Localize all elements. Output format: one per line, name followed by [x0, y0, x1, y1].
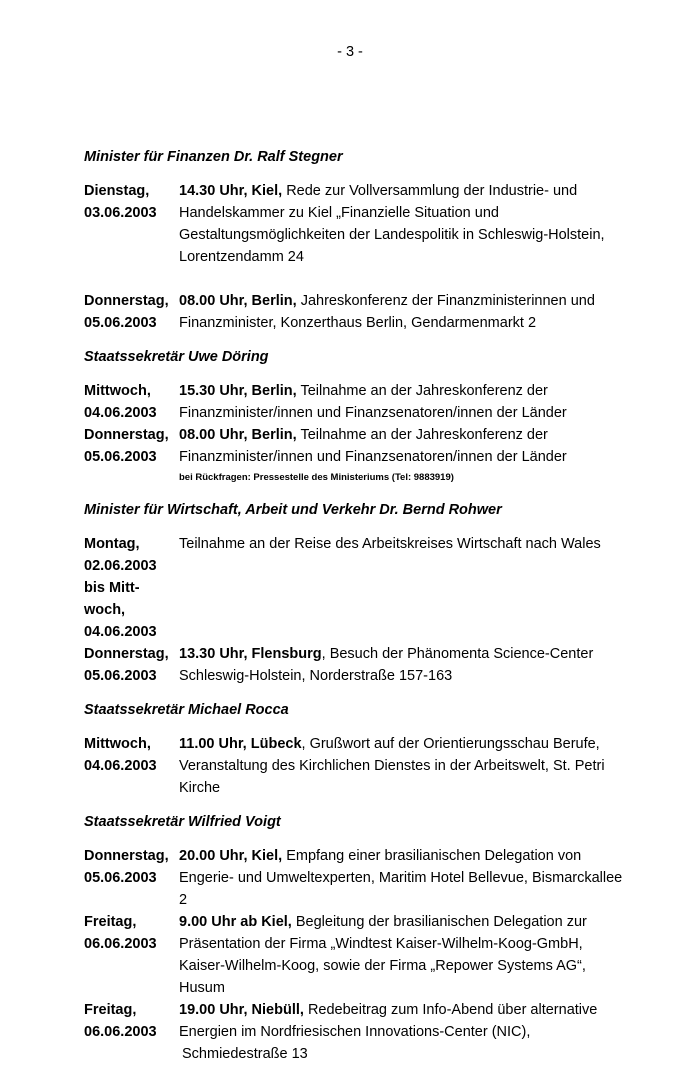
section-finance-minister — [84, 146, 624, 334]
appointment-description: Teilnahme an der Reise des Arbeitskreises Wirtschaft nach Wales — [179, 536, 601, 552]
appointment-entry — [84, 911, 624, 999]
appointment-time-place: 9.00 Uhr ab Kiel, — [179, 914, 292, 930]
press-contact-note: bei Rückfragen: Pressestelle des Ministeriums (Tel: 9883919) — [179, 472, 454, 483]
appointment-description: 08.00 Uhr, Berlin, Jahreskonferenz der Finanzministerinnen und Finanzminister, Konzerthaus Berlin, Gendarmenmarkt 2 — [179, 293, 595, 331]
appointment-date: Freitag, 06.06.2003 — [84, 914, 157, 952]
appointment-date: Donnerstag, 05.06.2003 — [84, 848, 169, 886]
appointment-time-place: 11.00 Uhr, Lübeck — [179, 736, 302, 752]
appointment-time-place: 13.30 Uhr, Flensburg — [179, 646, 322, 662]
appointment-entry — [84, 733, 624, 799]
appointment-description: 08.00 Uhr, Berlin, Teilnahme an der Jahreskonferenz der Finanzminister/innen und Finanzsenatoren/innen der Länder — [179, 427, 567, 465]
section-title: Minister für Wirtschaft, Arbeit und Verkehr Dr. Bernd Rohwer — [84, 502, 502, 518]
appointment-date: Donnerstag, 05.06.2003 — [84, 427, 169, 465]
appointment-description: 20.00 Uhr, Kiel, Empfang einer brasilianischen Delegation von Engerie- und Umweltexperten, Maritim Hotel Bellevue, Bismarckallee 2 — [179, 848, 623, 908]
appointment-date: Dienstag, 03.06.2003 — [84, 183, 157, 221]
section-finance-state-secretary — [84, 346, 624, 485]
appointment-description: 14.30 Uhr, Kiel, Rede zur Vollversammlung der Industrie- und Handelskammer zu Kiel „Finanzielle Situation und Gestaltungsmöglichkeiten der Landespolitik in Schleswig-Holstein, Lorentzendamm 24 — [179, 183, 605, 265]
appointment-description: 9.00 Uhr ab Kiel, Begleitung der brasilianischen Delegation zur Präsentation der Firma „Windtest Kaiser-Wilhelm-Koog-GmbH, Kaiser-Wilhelm-Koog, sowie der Firma „Repower Systems AG“, Husum — [179, 914, 587, 996]
appointment-date: Mittwoch, 04.06.2003 — [84, 736, 157, 774]
appointment-entry — [84, 643, 624, 687]
appointment-entry — [84, 380, 624, 424]
appointment-time-place: 14.30 Uhr, Kiel, — [179, 183, 283, 199]
section-economy-minister — [84, 499, 624, 687]
appointment-date: Montag, 02.06.2003 bis Mitt- woch, 04.06.2003 — [84, 536, 157, 640]
appointment-date: Mittwoch, 04.06.2003 — [84, 383, 157, 421]
appointment-time-place: 08.00 Uhr, Berlin, — [179, 427, 297, 443]
section-title: Staatssekretär Uwe Döring — [84, 349, 269, 365]
page-number: - 3 - — [337, 44, 363, 60]
appointment-date: Donnerstag, 05.06.2003 — [84, 293, 169, 331]
appointment-entry — [84, 999, 624, 1065]
appointment-description: 13.30 Uhr, Flensburg, Besuch der Phänomenta Science-Center Schleswig-Holstein, Norderstraße 157-163 — [179, 646, 594, 684]
appointment-time-place: 20.00 Uhr, Kiel, — [179, 848, 283, 864]
appointment-description: 11.00 Uhr, Lübeck, Grußwort auf der Orientierungsschau Berufe, Veranstaltung des Kirchlichen Dienstes in der Arbeitswelt, St. Petri Kirche — [179, 736, 605, 796]
appointment-entry — [84, 180, 624, 268]
appointment-list — [84, 146, 624, 1065]
appointment-entry — [84, 845, 624, 911]
appointment-entry — [84, 533, 624, 643]
appointment-entry — [84, 290, 624, 334]
section-economy-state-secretary-voigt — [84, 811, 624, 1065]
section-title: Staatssekretär Wilfried Voigt — [84, 814, 281, 830]
appointment-description: 15.30 Uhr, Berlin, Teilnahme an der Jahreskonferenz der Finanzminister/innen und Finanzsenatoren/innen der Länder — [179, 383, 567, 421]
appointment-entry — [84, 424, 624, 468]
appointment-time-place: 15.30 Uhr, Berlin, — [179, 383, 297, 399]
appointment-time-place: 19.00 Uhr, Niebüll, — [179, 1002, 304, 1018]
section-economy-state-secretary-rocca — [84, 699, 624, 799]
appointment-time-place: 08.00 Uhr, Berlin, — [179, 293, 297, 309]
appointment-description: 19.00 Uhr, Niebüll, Redebeitrag zum Info-Abend über alternative Energien im Nordfriesischen Innovations-Center (NIC), Schmiedestraße 13 — [179, 1002, 598, 1062]
section-title: Minister für Finanzen Dr. Ralf Stegner — [84, 149, 343, 165]
appointment-date: Freitag, 06.06.2003 — [84, 1002, 157, 1040]
appointment-date: Donnerstag, 05.06.2003 — [84, 646, 169, 684]
section-title: Staatssekretär Michael Rocca — [84, 702, 289, 718]
